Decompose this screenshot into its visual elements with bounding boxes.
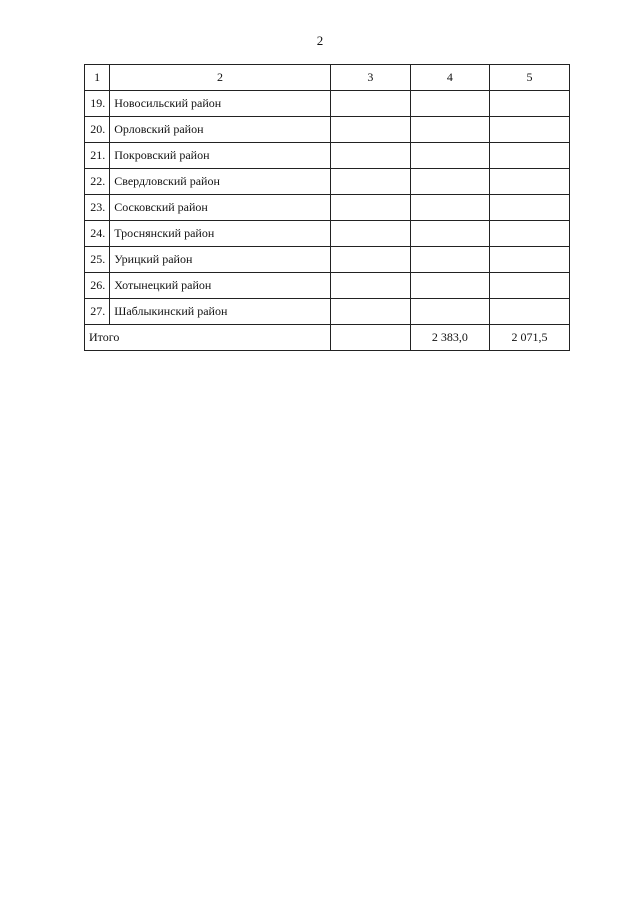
cell-col-3 <box>330 299 410 325</box>
district-name: Покровский район <box>110 143 331 169</box>
cell-col-4 <box>410 221 489 247</box>
header-col-2: 2 <box>110 65 331 91</box>
district-name: Свердловский район <box>110 169 331 195</box>
cell-col-3 <box>330 169 410 195</box>
cell-col-4 <box>410 247 489 273</box>
header-col-3: 3 <box>330 65 410 91</box>
table-row <box>85 221 570 247</box>
cell-col-5 <box>489 273 569 299</box>
district-name: Орловский район <box>110 117 331 143</box>
table-header-row <box>85 65 570 91</box>
cell-col-5 <box>489 195 569 221</box>
row-number: 26. <box>85 273 110 299</box>
district-name: Шаблыкинский район <box>110 299 331 325</box>
table-row <box>85 91 570 117</box>
district-name: Урицкий район <box>110 247 331 273</box>
row-number: 27. <box>85 299 110 325</box>
cell-col-4 <box>410 273 489 299</box>
cell-col-3 <box>330 273 410 299</box>
cell-col-4 <box>410 91 489 117</box>
total-col-3 <box>330 325 410 351</box>
total-label: Итого <box>85 325 331 351</box>
cell-col-5 <box>489 221 569 247</box>
row-number: 25. <box>85 247 110 273</box>
cell-col-5 <box>489 117 569 143</box>
table-row <box>85 299 570 325</box>
table-row <box>85 273 570 299</box>
header-col-4: 4 <box>410 65 489 91</box>
cell-col-3 <box>330 143 410 169</box>
cell-col-5 <box>489 247 569 273</box>
cell-col-4 <box>410 143 489 169</box>
header-col-5: 5 <box>489 65 569 91</box>
cell-col-5 <box>489 299 569 325</box>
row-number: 24. <box>85 221 110 247</box>
cell-col-4 <box>410 117 489 143</box>
table-row <box>85 247 570 273</box>
cell-col-3 <box>330 221 410 247</box>
cell-col-5 <box>489 143 569 169</box>
total-col-5: 2 071,5 <box>489 325 569 351</box>
cell-col-3 <box>330 247 410 273</box>
total-row <box>85 325 570 351</box>
table-row <box>85 195 570 221</box>
row-number: 20. <box>85 117 110 143</box>
district-name: Сосковский район <box>110 195 331 221</box>
district-name: Троснянский район <box>110 221 331 247</box>
total-col-4: 2 383,0 <box>410 325 489 351</box>
cell-col-4 <box>410 195 489 221</box>
table-row <box>85 169 570 195</box>
page-number: 2 <box>316 33 324 48</box>
header-col-1: 1 <box>85 65 110 91</box>
table-row <box>85 143 570 169</box>
cell-col-3 <box>330 91 410 117</box>
cell-col-3 <box>330 117 410 143</box>
table-row <box>85 117 570 143</box>
cell-col-5 <box>489 169 569 195</box>
cell-col-4 <box>410 299 489 325</box>
row-number: 22. <box>85 169 110 195</box>
cell-col-3 <box>330 195 410 221</box>
cell-col-5 <box>489 91 569 117</box>
district-name: Хотынецкий район <box>110 273 331 299</box>
district-table <box>84 64 570 351</box>
row-number: 19. <box>85 91 110 117</box>
row-number: 23. <box>85 195 110 221</box>
district-name: Новосильский район <box>110 91 331 117</box>
cell-col-4 <box>410 169 489 195</box>
row-number: 21. <box>85 143 110 169</box>
